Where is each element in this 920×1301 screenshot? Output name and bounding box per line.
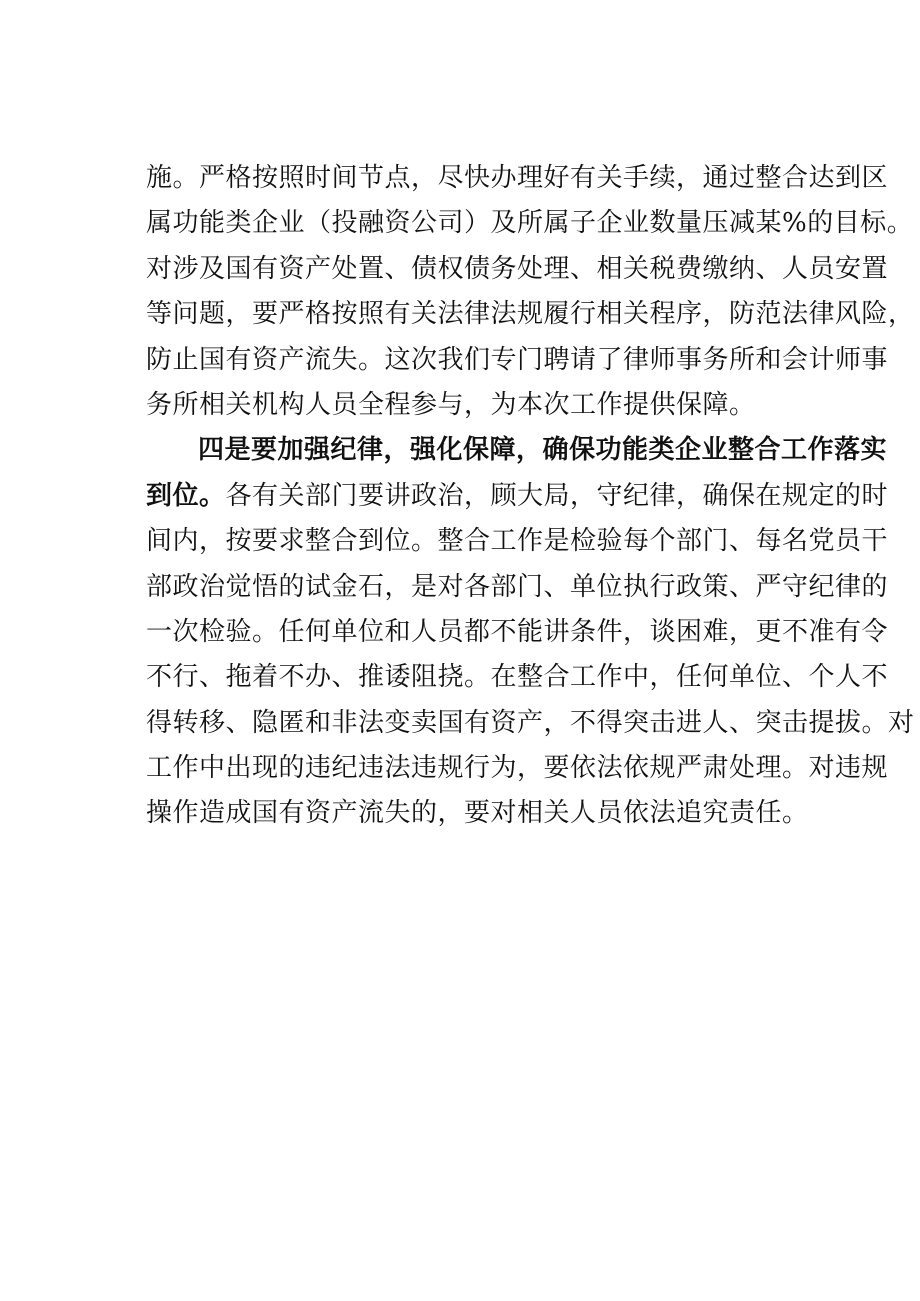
text-line: 等问题，要严格按照有关法律法规履行相关程序，防范法律风险， xyxy=(146,299,915,330)
text-line: 对涉及国有资产处置、债权债务处理、相关税费缴纳、人员安置 xyxy=(146,253,889,284)
text-line xyxy=(146,474,889,519)
document-body xyxy=(146,156,915,837)
text-line: 操作造成国有资产流失的，要对相关人员依法追究责任。 xyxy=(146,798,809,829)
section-heading: 四是要加强纪律，强化保障，确保功能类企业整合工作落实 xyxy=(198,435,888,466)
text-line: 一次检验。任何单位和人员都不能讲条件，谈困难，更不准有令 xyxy=(146,616,889,647)
section-heading-end: 到位。 xyxy=(146,480,226,511)
text-line: 防止国有资产流失。这次我们专门聘请了律师事务所和会计师事 xyxy=(146,344,889,375)
text-line: 属功能类企业（投融资公司）及所属子企业数量压减某%的目标。 xyxy=(146,208,914,239)
text-line: 务所相关机构人员全程参与，为本次工作提供保障。 xyxy=(146,389,756,420)
text-line: 不行、拖着不办、推诿阻挠。在整合工作中，任何单位、个人不 xyxy=(146,662,889,693)
text-line: 间内，按要求整合到位。整合工作是检验每个部门、每名党员干 xyxy=(146,526,889,557)
text-line: 部政治觉悟的试金石，是对各部门、单位执行政策、严守纪律的 xyxy=(146,571,889,602)
paragraph-discipline xyxy=(146,428,915,837)
text-line: 施。严格按照时间节点，尽快办理好有关手续，通过整合达到区 xyxy=(146,163,889,193)
paragraph-continuation xyxy=(146,156,915,428)
text-line: 工作中出现的违纪违法违规行为，要依法依规严肃处理。对违规 xyxy=(146,753,889,784)
text-segment: 各有关部门要讲政治，顾大局，守纪律，确保在规定的时 xyxy=(225,480,889,511)
text-line: 得转移、隐匿和非法变卖国有资产，不得突击进人、突击提拔。对 xyxy=(146,707,915,738)
